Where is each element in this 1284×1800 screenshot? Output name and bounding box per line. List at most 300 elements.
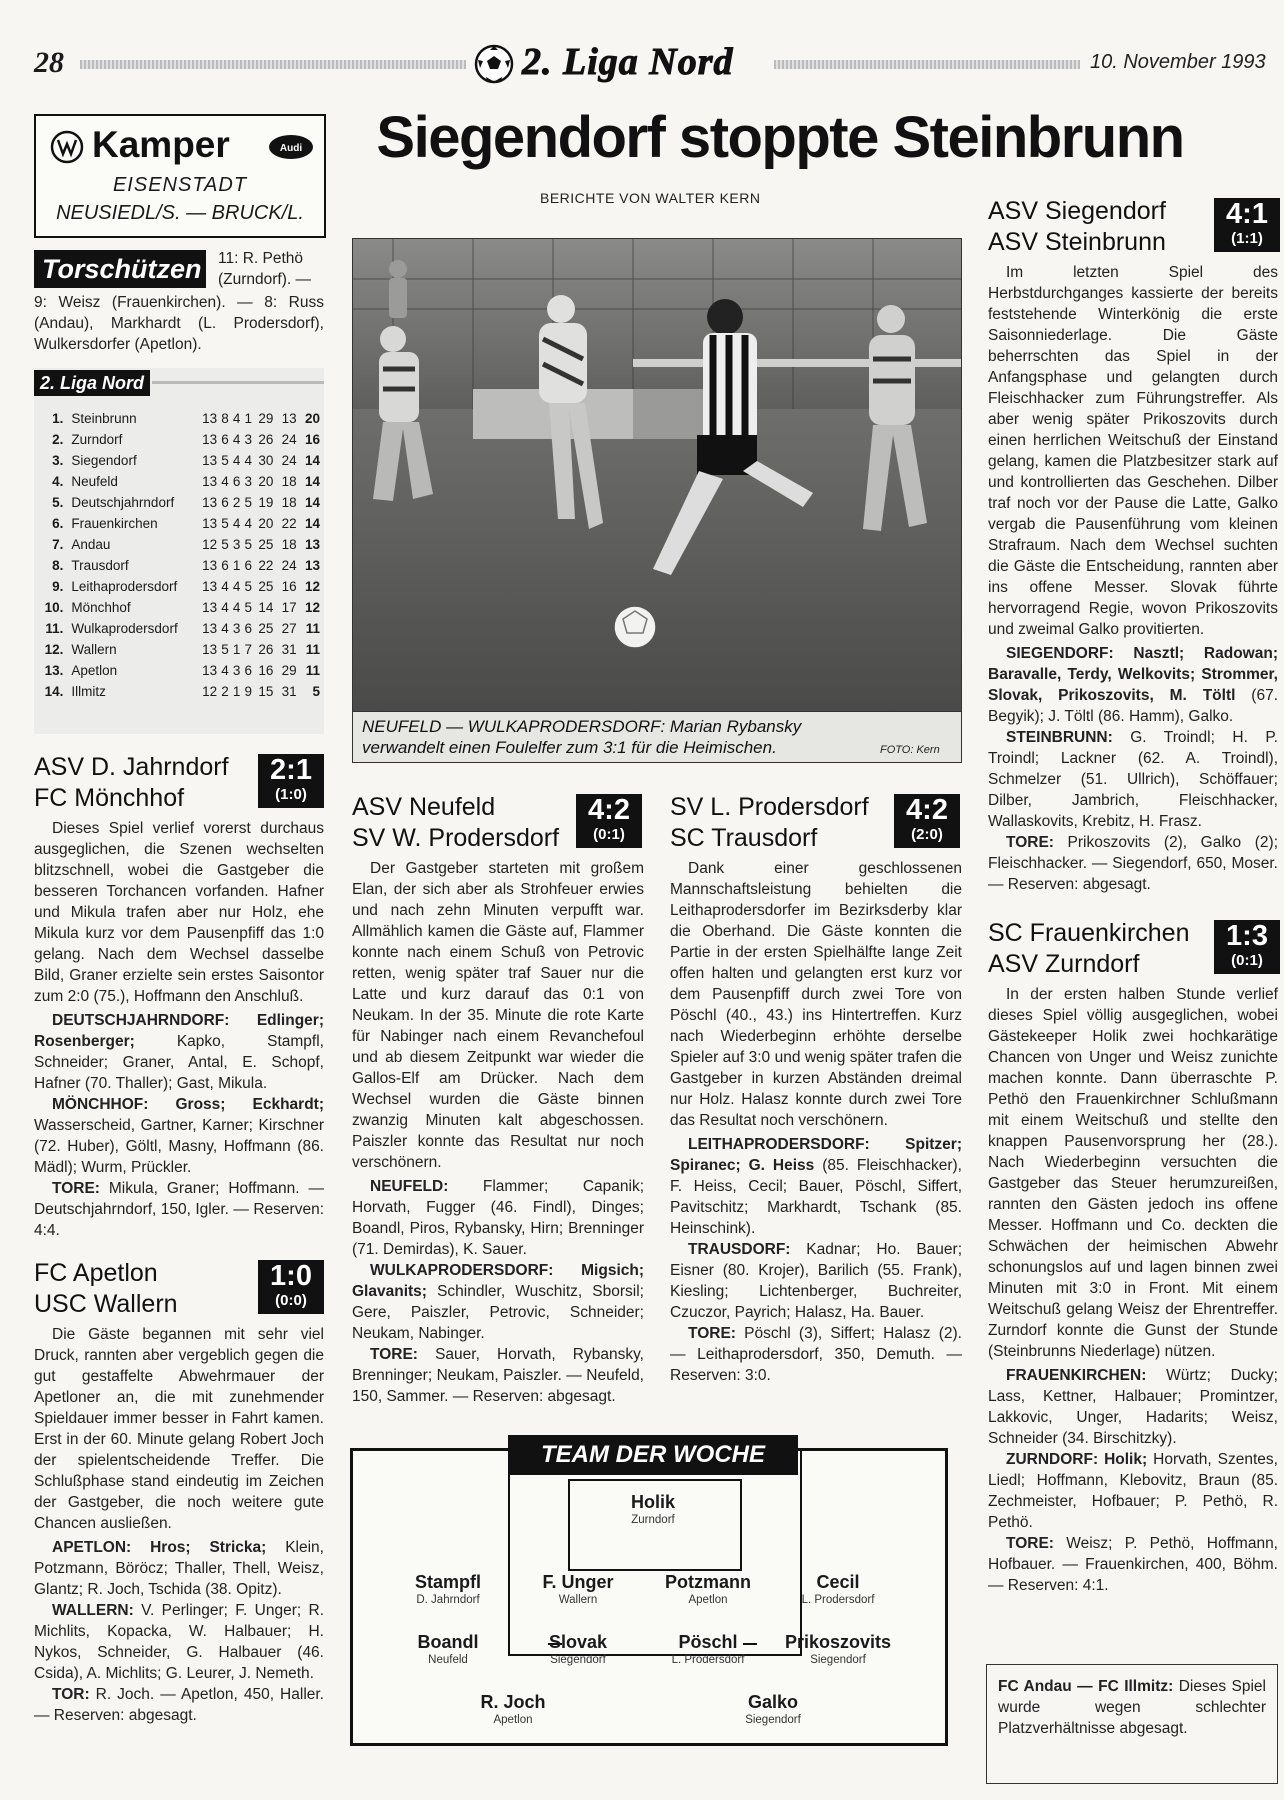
lineup-paragraph [670,1134,962,1239]
lineup-text: Wasserscheid, Gartner, Karner; Kirschner (72. Huber), Göltl, Masny, Hoffmann (86. Mädl); Wurm, Prückler. [34,1117,324,1176]
lineup-label: ZURNDORF: Holik; [1006,1451,1148,1468]
standings-wins: 6 [221,495,229,510]
home-team: ASV D. Jahrndorf [34,753,229,781]
tow-player-club: Apetlon [493,1714,533,1726]
tow-player-name: R. Joch [480,1692,546,1712]
standings-goals-against: 18 [281,474,297,489]
lineup-paragraph [34,1010,324,1094]
standings-games: 13 [202,642,218,657]
standings-losses: 9 [244,684,253,699]
halftime-score: (1:0) [275,786,307,803]
lineup-label: NEUFELD: [370,1178,449,1195]
tow-player [373,1571,523,1607]
standings-losses: 5 [244,537,253,552]
standings-goals-against: 22 [281,516,297,531]
tow-heading: TEAM DER WOCHE [508,1435,798,1475]
standings-losses: 4 [244,516,253,531]
halftime-score: (0:0) [275,1292,307,1309]
standings-wins: 4 [221,663,229,678]
vw-logo-icon [50,130,84,164]
away-team: ASV Zurndorf [988,950,1140,978]
standings-goals-for: 22 [258,558,274,573]
notice-label: FC Andau — FC Illmitz: [998,1678,1174,1695]
match-report-neufeld [352,792,644,1407]
standings-row [38,681,320,702]
header-rule-right [774,60,1080,69]
standings-draws: 4 [232,600,241,615]
standings-goals-for: 29 [258,411,274,426]
standings-draws: 1 [232,642,241,657]
standings-row [38,408,320,429]
standings-team: Neufeld [71,474,118,489]
soccer-ball-icon [474,44,514,84]
tow-player [763,1571,913,1607]
standings-draws: 1 [232,684,241,699]
standings-wins: 5 [221,516,229,531]
lineup-text: Sauer, Horvath, Rybansky, Brenninger; Neukam, Paiszler. — Neufeld, 150, Sammer. — Reserven: abgesagt. [352,1346,644,1405]
lineup-label: TORE: [370,1346,418,1363]
standings-wins: 4 [221,621,229,636]
standings-goals-against: 31 [281,642,297,657]
standings-games: 12 [202,684,218,699]
standings-points: 11 [305,621,320,636]
final-score: 1:3 [1226,920,1268,952]
standings-goals-against: 18 [281,495,297,510]
section-title: 2. Liga Nord [522,41,734,83]
final-score: 4:2 [588,794,630,826]
lineup-text: V. Perlinger; F. Unger; R. Michlits, Kopacka, W. Halbauer; H. Nykos, Schneider, G. Halbauer (46. Csida), A. Michlits; G. Leurer, J. Nemeth. [34,1602,324,1682]
home-team: ASV Siegendorf [988,197,1166,225]
tow-player-name: Holik [630,1492,675,1512]
match-report-text: Der Gastgeber starteten mit großem Elan, der sich aber als Strohfeuer erwies und nach zehn Minuten verpufft war. Allmählich kamen die Gäste auf, Flammer konnte nach einem Schuß von Petrovic retten, wenig später traf Sauer nur die Latte und kurz darauf das 0:1 von Neukam. In der 35. Minute die rote Karte für Nabinger nach einem Revanchefoul und ab diesem Zeitpunkt war wieder die Gallos-Elf am Drücker. Nach dem Wechsel wurden die Gäste binnen zwanzig Minuten kalt abgeschossen. Paiszler konnte das Resultat nur noch verschönern. [352,860,644,1171]
tow-player-club: L. Prodersdorf [671,1654,745,1666]
standings-points: 14 [304,453,320,468]
lineup-paragraph [34,1094,324,1178]
standings-team: Mönchhof [71,600,131,615]
tow-player-club: Apetlon [688,1594,728,1606]
sponsor-name: Kamper [92,124,230,165]
lineup-paragraph [352,1260,644,1344]
standings-pos: 13. [44,663,64,678]
tow-player-name: Slovak [548,1632,608,1652]
match-report-frauenkirchen [988,918,1278,1596]
home-team: ASV Neufeld [352,793,496,821]
standings-games: 13 [202,579,218,594]
lineup-label: DEUTSCHJAHRNDORF: Edlinger; Rosenberger; [34,1012,324,1050]
lineup-label: SIEGENDORF: Nasztl; Radowan; Baravalle, Terdy, Welkovits; Strommer, Slovak, Prikoszovits, M. Töltl [988,645,1278,704]
standings-points: 12 [304,579,320,594]
tow-player-club: Wallern [558,1594,598,1606]
match-report-text: Dank einer geschlossenen Mannschaftsleistung behielten die Leithaprodersdorfer im Bezirksderby klar die Oberhand. Die Gäste konnten die Partie in der ersten Spielhälfte lange Zeit offen halten und gelangten erst kurz vor dem Pausenpfiff durch zwei Tore von Pöschl (40., 43.) ins Hintertreffen. Kurz nach Wiederbeginn erhöhte derselbe Spieler auf 3:0 und wenig später trafen die Gastgeber in kurzen Abständen dreimal nur Holz. Halasz konnte durch zwei Tore das Resultat noch verschönern. [670,860,962,1129]
home-team: SC Frauenkirchen [988,919,1190,947]
standings-wins: 5 [221,642,229,657]
standings-team: Steinbrunn [71,411,137,426]
audi-logo-icon [268,134,314,160]
standings-goals-against: 16 [281,579,297,594]
lineup-paragraph [988,1533,1278,1596]
tow-player-club: Neufeld [428,1654,468,1666]
standings-points: 20 [304,411,320,426]
halftime-score: (0:1) [593,826,625,843]
standings-goals-against: 24 [281,432,297,447]
standings-pos: 8. [52,558,64,573]
standings-team: Siegendorf [71,453,137,468]
standings-team: Frauenkirchen [71,516,158,531]
halftime-score: (1:1) [1231,230,1263,247]
lineup-label: LEITHAPRODERSDORF: Spitzer; Spiranec; G. Heiss [670,1136,962,1174]
final-score: 2:1 [270,754,312,786]
standings-draws: 1 [232,558,241,573]
lineup-text: Flammer; Capanik; Horvath, Fugger (46. Findl), Dinges; Boandl, Piros, Rybansky, Hirn; Brenninger (71. Demirdas), K. Sauer. [352,1178,644,1258]
standings-losses: 5 [244,495,253,510]
tow-player [698,1691,848,1727]
tow-player-name: Galko [747,1692,799,1712]
standings-points: 11 [305,663,320,678]
lineup-paragraph [352,1344,644,1407]
standings-wins: 6 [221,432,229,447]
tow-player [633,1571,783,1607]
lineup-paragraph [34,1684,324,1726]
standings-rule [152,381,324,384]
svg-text:Audi: Audi [279,143,303,154]
match-lineups [352,1176,644,1407]
standings-draws: 4 [232,432,241,447]
lineup-paragraph [988,832,1278,895]
lineup-paragraph [988,727,1278,832]
standings-wins: 6 [221,558,229,573]
standings-points: 14 [304,495,320,510]
byline: BERICHTE VON WALTER KERN [540,190,761,206]
standings-points: 13 [304,558,320,573]
standings-row [38,618,320,639]
standings-goals-for: 16 [258,663,274,678]
away-team: ASV Steinbrunn [988,228,1166,256]
standings-goals-against: 29 [281,663,297,678]
standings-row [38,597,320,618]
standings-games: 13 [202,453,218,468]
final-score: 1:0 [270,1260,312,1292]
lineup-text: Schindler, Wuschitz, Sborsil; Gere, Paiszler, Petrovic, Schneider; Neukam, Nabinger. [352,1283,644,1342]
standings-losses: 3 [244,474,253,489]
tow-player [503,1631,653,1667]
lineup-paragraph [34,1537,324,1600]
match-lineups [988,1365,1278,1596]
standings-team: Trausdorf [71,558,129,573]
match-report-text: Im letzten Spiel des Herbstdurchganges kassierte der bereits feststehende Winterkönig die erste Saisonniederlage. Die Gäste beherrschten das Spiel in der Anfangsphase und gelangten durch Fleischhacker zum Führungstreffer. Als aber wenig später Prikoszovits durch einen herrlichen Weitschuß der Einstand gelang, kamen die Platzbesitzer stark auf und kontrollierten das Geschehen. Dilber traf noch vor der Pause die Latte, Galko vergab die Pausenführung vom kleinen Strafraum. Nach dem Wechsel suchten die Gäste die Entscheidung, rannten aber ins offene Messer. Slovak führte hervorragend Regie, wovon Prikoszovits und zweimal Galko provitierten. [988,264,1278,638]
tow-player [578,1491,728,1527]
away-team: SC Trausdorf [670,824,818,852]
match-report-siegendorf [988,196,1278,895]
tow-player-name: Boandl [417,1632,479,1652]
standings-goals-for: 25 [258,537,274,552]
halftime-score: (0:1) [1231,952,1263,969]
standings-draws: 4 [232,579,241,594]
sponsor-box [34,114,326,238]
match-report-text: Die Gäste begannen mit sehr viel Druck, rannten aber vergeblich gegen die gut gestaffelte Abwehrmauer der Apetloner an, die mit zunehmender Spieldauer immer besser in Fahrt kamen. Erst in der 60. Minute gelang Robert Joch der spielentscheidende Treffer. Die Schlußphase stand eindeutig im Zeichen der Gastgeber, die noch weitere gute Chancen ausließen. [34,1326,324,1532]
standings-goals-against: 24 [281,453,297,468]
standings-pos: 1. [52,411,64,426]
standings-points: 12 [304,600,320,615]
standings-losses: 5 [244,600,253,615]
standings-losses: 6 [244,621,253,636]
tow-player [438,1691,588,1727]
lineup-label: TORE: [1006,834,1054,851]
standings-games: 13 [202,600,218,615]
sponsor-city: EISENSTADT [112,174,248,196]
lineup-text: Weisz; P. Pethö, Hoffmann, Hofbauer. — Frauenkirchen, 400, Böhm. — Reserven: 4:1. [988,1535,1278,1594]
tow-player-name: Prikoszovits [784,1632,892,1652]
standings-goals-against: 13 [281,411,297,426]
standings-pos: 3. [52,453,64,468]
standings-heading: 2. Liga Nord [34,370,150,396]
notice-text: Dieses Spiel wurde wegen schlechter Platzverhältnisse abgesagt. [998,1678,1266,1737]
standings-points: 5 [312,684,320,699]
standings-wins: 8 [221,411,229,426]
standings-goals-for: 15 [258,684,274,699]
standings-goals-for: 20 [258,474,274,489]
standings-goals-for: 30 [258,453,274,468]
final-score: 4:1 [1226,198,1268,230]
lineup-paragraph [670,1323,962,1386]
standings-row [38,450,320,471]
page-number: 28 [34,46,64,79]
score-box [1214,198,1280,252]
standings-wins: 5 [221,453,229,468]
standings-row [38,555,320,576]
headline: Siegendorf stoppte Steinbrunn [376,105,1184,170]
standings-draws: 4 [232,411,241,426]
standings-goals-for: 19 [258,495,274,510]
standings-goals-against: 24 [281,558,297,573]
standings-row [38,639,320,660]
tow-player-name: F. Unger [542,1572,614,1592]
lineup-text: Horvath, Szentes, Liedl; Hoffmann, Klebovitz, Braun (85. Zechmeister, Hofbauer; P. Pethö, R. Pethö. [988,1451,1278,1531]
lineup-paragraph [988,1449,1278,1533]
lineup-text: Kadnar; Ho. Bauer; Eisner (80. Krojer), Barilich (55. Frank), Kiesling; Lichtenberger, Buchreiter, Czuczor, Payrich; Halasz, Ha. Bauer. [670,1241,962,1321]
standings-goals-for: 25 [258,621,274,636]
scorers-heading: Torschützen [34,250,206,288]
standings-pos: 5. [52,495,64,510]
standings-team: Wallern [71,642,117,657]
lineup-label: WALLERN: [52,1602,134,1619]
standings-row [38,492,320,513]
tow-player-club: L. Prodersdorf [801,1594,875,1606]
tow-player-name: Potzmann [664,1572,751,1592]
standings-points: 13 [304,537,320,552]
tow-player-club: D. Jahrndorf [416,1594,480,1606]
standings-games: 13 [202,558,218,573]
standings-pos: 7. [52,537,64,552]
final-score: 4:2 [906,794,948,826]
tow-player-name: Cecil [816,1572,860,1592]
lineup-label: WULKAPRODERSDORF: Migsich; Glavanits; [352,1262,644,1300]
standings-pos: 14. [44,684,64,699]
tow-player-club: Siegendorf [810,1654,866,1666]
standings-pos: 11. [45,621,64,636]
standings-wins: 4 [221,600,229,615]
standings-table [38,408,320,702]
score-box [1214,920,1280,974]
away-team: FC Mönchhof [34,784,185,812]
standings-goals-for: 26 [258,642,274,657]
standings-box [34,368,324,734]
standings-pos: 9. [52,579,64,594]
tow-player-club: Siegendorf [550,1654,606,1666]
lineup-label: MÖNCHHOF: Gross; Eckhardt; [52,1096,324,1113]
lineup-text: R. Joch. — Apetlon, 450, Haller. — Reserven: abgesagt. [34,1686,324,1724]
standings-losses: 3 [244,432,253,447]
cancelled-notice [998,1676,1266,1739]
standings-pos: 2. [52,432,64,447]
lineup-paragraph [352,1176,644,1260]
lineup-label: TORE: [688,1325,736,1342]
standings-losses: 7 [244,642,253,657]
match-lineups [34,1537,324,1726]
match-lineups [988,643,1278,895]
match-report-text: In der ersten halben Stunde verlief dieses Spiel völlig ausgeglichen, wobei Gästekeeper Holik zwei hochkarätige Chancen von Unger und Weisz zunichte machen konnte. Dann überraschte P. Pethö den Frauenkirchner Schlußmann mit einem Weitschuß und stellte den knappen Pausenvorsprung her (28.). Nach Wiederbeginn versuchten die Gastgeber das Steuer herumzureißen, rannten den Gästen jedoch ins offene Messer. Hoffmann und Co. deckten die Schwächen der heimischen Abwehr schonungslos auf und lagen binnen zwei Minuten mit 3:0 in Front. Mit einem Weitschuß gelang Weisz der Ehrentreffer. Zurndorf konnte die Gunst der Stunde (Steinbrunns Niederlage) nützen. [988,986,1278,1360]
standings-goals-for: 25 [258,579,274,594]
standings-losses: 6 [244,663,253,678]
halftime-score: (2:0) [911,826,943,843]
lineup-text: (85. Fleischhacker), F. Heiss, Cecil; Bauer, Pöschl, Siffert, Pavitschitz; Markhardt, Tschank (85. Heinschink). [670,1157,962,1237]
standings-team: Illmitz [71,684,106,699]
away-team: USC Wallern [34,1290,178,1318]
lineup-text: Pöschl (3), Siffert; Halasz (2). — Leithaprodersdorf, 350, Demuth. — Reserven: 3:0. [670,1325,962,1384]
standings-draws: 3 [232,537,241,552]
lineup-label: STEINBRUNN: [1006,729,1113,746]
match-photo [352,238,962,712]
page-header [0,40,1284,90]
tow-player [633,1631,783,1667]
lineup-text: Prikoszovits (2), Galko (2); Fleischhacker. — Siegendorf, 650, Moser. — Reserven: abgesagt. [988,834,1278,893]
photo-caption: NEUFELD — WULKAPRODERSDORF: Marian Rybansky verwandelt einen Foulelfer zum 3:1 für die Heimischen. [362,717,802,757]
tow-player-club: Siegendorf [745,1714,801,1726]
score-box [258,1260,324,1314]
standings-wins: 4 [221,579,229,594]
lineup-text: Mikula, Graner; Hoffmann. — Deutschjahrndorf, 150, Igler. — Reserven: 4:4. [34,1180,324,1239]
lineup-text: Kapko, Stampfl, Schneider; Graner, Antal, E. Schopf, Hafner (70. Thaller); Gast, Mikula. [34,1033,324,1092]
match-report-prodersdorf [670,792,962,1386]
lineup-label: TORE: [52,1180,100,1197]
standings-points: 14 [304,516,320,531]
standings-draws: 4 [232,516,241,531]
score-box [258,754,324,808]
standings-row [38,576,320,597]
standings-goals-for: 26 [258,432,274,447]
tow-player-name: Pöschl [678,1632,738,1652]
standings-points: 14 [304,474,320,489]
match-lineups [34,1010,324,1241]
standings-games: 13 [202,474,218,489]
standings-points: 11 [305,642,320,657]
lineup-text: G. Troindl; H. P. Troindl; Lackner (62. A. Troindl), Schmelzer (51. Ullrich), Schöffauer; Dilber, Jambrich, Fleischhacker, Wallaskovits, Krebitz, H. Frasz. [988,729,1278,830]
lineup-paragraph [670,1239,962,1323]
standings-wins: 4 [221,474,229,489]
lineup-paragraph [988,643,1278,727]
standings-losses: 4 [244,453,253,468]
lineup-label: TOR: [52,1686,90,1703]
away-team: SV W. Prodersdorf [352,824,560,852]
standings-goals-for: 20 [258,516,274,531]
standings-team: Apetlon [71,663,118,678]
lineup-label: TORE: [1006,1535,1054,1552]
tow-player-club: Zurndorf [631,1514,675,1526]
tow-player [503,1571,653,1607]
standings-wins: 5 [221,537,229,552]
standings-losses: 6 [244,558,253,573]
home-team: FC Apetlon [34,1259,158,1287]
standings-goals-for: 14 [258,600,274,615]
standings-goals-against: 27 [281,621,297,636]
standings-losses: 5 [244,579,253,594]
lineup-paragraph [988,1365,1278,1449]
standings-row [38,471,320,492]
standings-draws: 2 [232,495,241,510]
standings-draws: 4 [232,453,241,468]
standings-pos: 12. [44,642,64,657]
tow-player [763,1631,913,1667]
standings-games: 13 [202,516,218,531]
standings-games: 13 [202,432,218,447]
match-report-jahrndorf [34,752,324,1241]
tow-player-name: Stampfl [414,1572,481,1592]
scorers-top: 11: R. Pethö (Zurndorf). — [218,250,312,288]
standings-team: Andau [71,537,111,552]
score-box [576,794,642,848]
header-rule-left [80,60,466,69]
standings-pos: 6. [52,516,64,531]
home-team: SV L. Prodersdorf [670,793,869,821]
lineup-label: APETLON: Hros; Stricka; [52,1539,267,1556]
standings-points: 16 [304,432,320,447]
issue-date: 10. November 1993 [1090,51,1266,73]
standings-draws: 3 [232,663,241,678]
score-box [894,794,960,848]
lineup-label: FRAUENKIRCHEN: [1006,1367,1147,1384]
standings-wins: 2 [221,684,229,699]
standings-pos: 10. [44,600,64,615]
standings-team: Wulkaprodersdorf [71,621,178,636]
standings-row [38,534,320,555]
lineup-text: (67. Begyik); J. Töltl (86. Hamm), Galko. [988,687,1279,725]
team-of-week-box [350,1441,948,1746]
lineup-paragraph [34,1600,324,1684]
lineup-label: TRAUSDORF: [688,1241,791,1258]
standings-games: 13 [202,663,218,678]
standings-games: 12 [202,537,218,552]
standings-goals-against: 18 [281,537,297,552]
standings-goals-against: 17 [281,600,297,615]
standings-team: Deutschjahrndorf [71,495,175,510]
sponsor-cities: NEUSIEDL/S. — BRUCK/L. [56,202,304,224]
standings-team: Leithaprodersdorf [71,579,178,594]
standings-games: 13 [202,411,218,426]
scorers-rest: 9: Weisz (Frauenkirchen). — 8: Russ (Andau), Markhardt (L. Prodersdorf), Wulkersdorfer (Apetlon). [34,294,324,353]
standings-row [38,513,320,534]
match-report-apetlon [34,1258,324,1726]
photo-credit: FOTO: Kern [880,744,940,756]
match-lineups [670,1134,962,1386]
standings-draws: 6 [232,474,241,489]
match-report-text: Dieses Spiel verlief vorerst durchaus ausgeglichen, die Szenen wechselten blitzschnell, wobei die Gastgeber die besseren Torchancen vorfanden. Hafner und Mikula trafen aber nur Holz, ehe Mikula kurz vor dem Pausenpfiff das 1:0 gelang. Nach dem Wechsel dasselbe Bild, Graner erzielte sein erstes Saisontor zum 2:0 (75.), Hoffmann den Anschluß. [34,820,324,1005]
lineup-text: Würtz; Ducky; Lass, Kettner, Halbauer; Promintzer, Lakkovic, Unger, Hadarits; Weisz, Schneider (34. Birschitzky). [988,1367,1278,1447]
standings-games: 13 [202,621,218,636]
standings-draws: 3 [232,621,241,636]
standings-losses: 1 [244,411,253,426]
standings-team: Zurndorf [71,432,123,447]
standings-row [38,429,320,450]
lineup-text: Klein, Potzmann, Böröcz; Thaller, Thell, Weisz, Glantz; R. Joch, Tschida (38. Opitz). [34,1539,324,1598]
